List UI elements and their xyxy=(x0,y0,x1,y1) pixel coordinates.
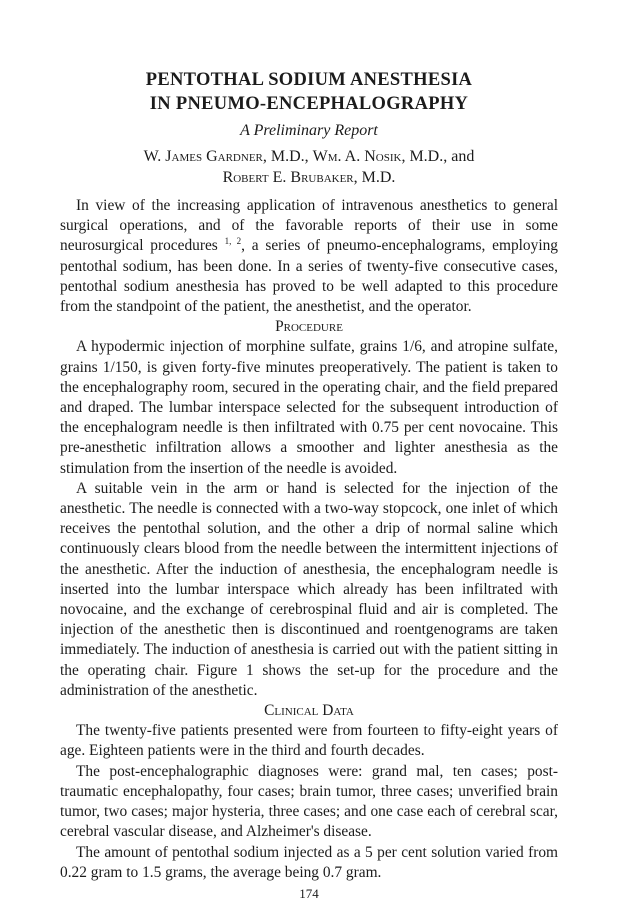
clinical-paragraph: The amount of pentothal sodium injected as a 5 per cent solution varied from 0.22 gram to 1.5 grams, the average being 0.7 gram. xyxy=(60,843,558,881)
author-name-brubaker: Robert E. Brubaker xyxy=(222,169,354,186)
section-heading-procedure: Procedure xyxy=(275,318,343,336)
author-name-nosik: Wm. A. Nosik xyxy=(312,148,402,165)
clinical-paragraph: The post-encephalographic diagnoses were: grand mal, ten cases; post-traumatic encephalopathy, four cases; brain tumor, three cases; unverified brain tumor, two cases; major hysteria, three cases; and one case each of cerebral scar, cerebral vascular disease, and Alzheimer's disease. xyxy=(60,762,558,841)
citation-reference: 1, 2 xyxy=(224,236,242,247)
author-degree: , M.D., and xyxy=(401,148,475,165)
article-title xyxy=(60,68,558,116)
clinical-paragraph: The twenty-five patients presented were from fourteen to fifty-eight years of age. Eighteen patients were in the third and fourth decades. xyxy=(60,722,558,760)
article-subtitle: A Preliminary Report xyxy=(240,122,378,139)
section-heading-clinical-data: Clinical Data xyxy=(264,702,354,720)
author-degree: , M.D., xyxy=(262,148,313,165)
author-byline xyxy=(60,146,558,188)
author-degree: , M.D. xyxy=(353,169,396,186)
author-line-2 xyxy=(60,167,558,188)
author-line-1 xyxy=(60,146,558,167)
page-number: 174 xyxy=(299,885,319,901)
title-line-1: PENTOTHAL SODIUM ANESTHESIA xyxy=(145,70,473,90)
intro-paragraph: In view of the increasing application of intravenous anesthetics to general surgical operations, and of the favorable reports of their use in some neurosurgical procedures $^{1, 2}$, a series of pneumo-encephalograms, employing pentothal sodium, has been done. In a series of twenty-five consecutive cases, pentothal sodium anesthesia has proved to be well adapted to this procedure from the standpoint of the patient, the anesthetist, and the operator. xyxy=(60,197,558,316)
title-line-2: IN PNEUMO-ENCEPHALOGRAPHY xyxy=(149,94,469,114)
procedure-paragraph: A hypodermic injection of morphine sulfate, grains 1/6, and atropine sulfate, grains 1/150, is given forty-five minutes preoperatively. The patient is taken to the encephalography room, secured in the operating chair, and the field prepared and draped. The lumbar interspace selected for the subsequent introduction of the encephalogram needle is then infiltrated with 0.75 per cent novocaine. This pre-anesthetic infiltration allows a smoother and lighter anesthesia as the stimulation from the insertion of the needle is avoided. xyxy=(60,338,558,477)
procedure-paragraph: A suitable vein in the arm or hand is selected for the injection of the anesthetic. The needle is connected with a two-way stopcock, one inlet of which receives the pentothal solution, and the other a drip of normal saline which continuously clears blood from the needle between the intermittent injections of the anesthetic. After the induction of anesthesia, the encephalogram needle is inserted into the lumbar interspace which already has been infiltrated with novocaine, and the exchange of cerebrospinal fluid and air is completed. The injection of the anesthetic then is discontinued and roentgenograms are taken immediately. The induction of anesthesia is carried out with the patient sitting in the operating chair. Figure 1 shows the set-up for the procedure and the administration of the anesthetic. xyxy=(60,479,558,699)
author-name-gardner: W. James Gardner xyxy=(143,148,263,165)
